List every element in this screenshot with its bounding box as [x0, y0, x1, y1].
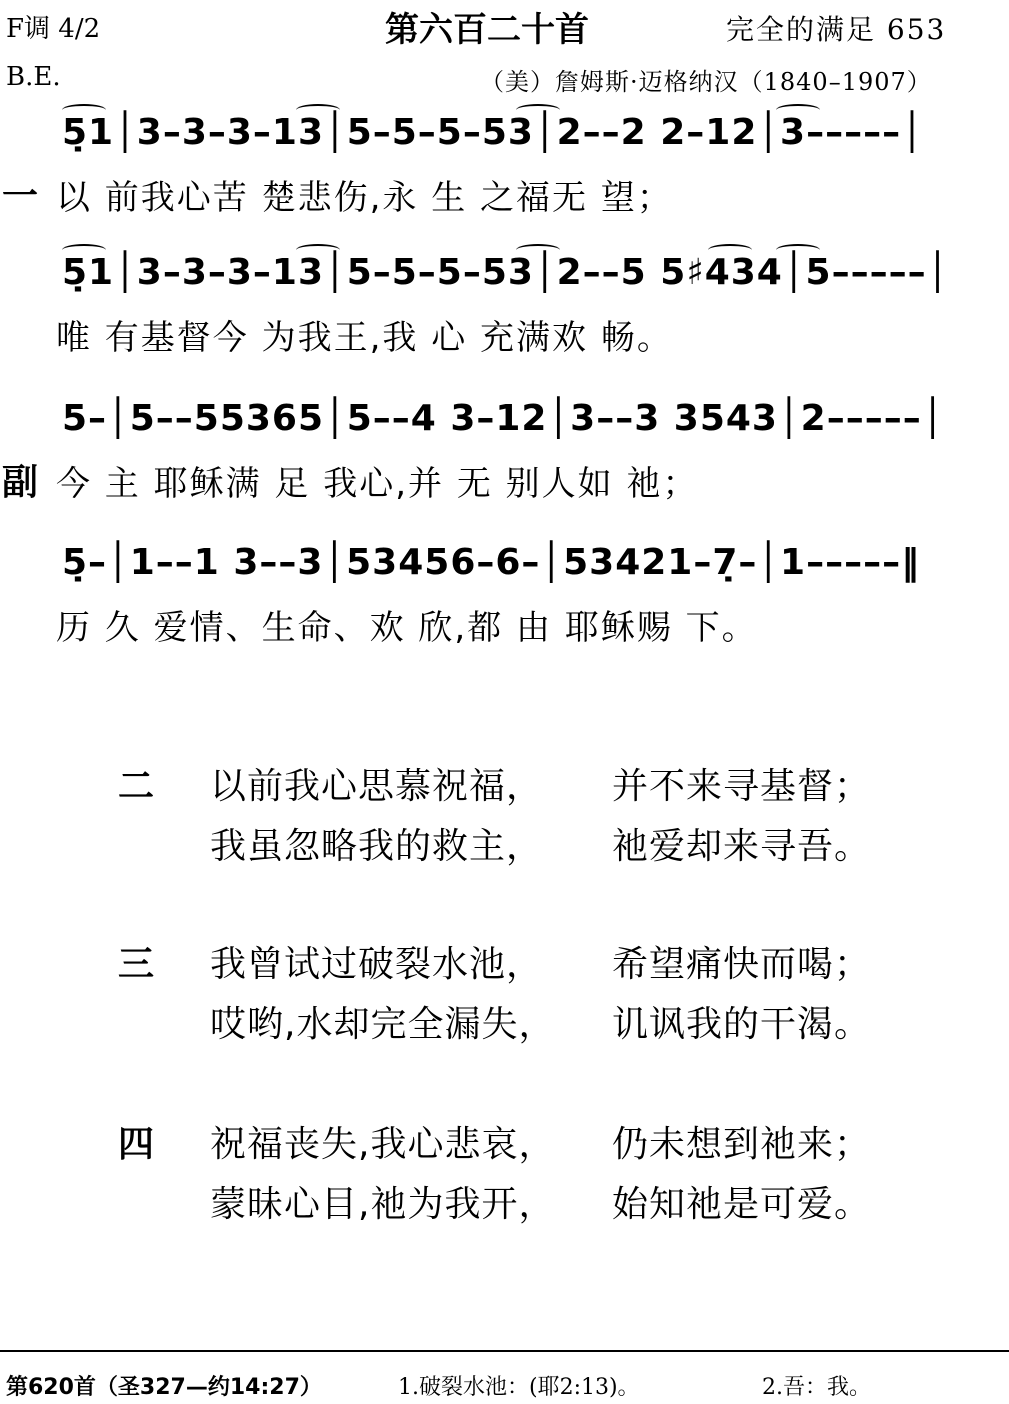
hymn-subtitle: 完全的满足 653	[726, 13, 947, 46]
slur-arc	[776, 244, 820, 256]
stanza-line: 我曾试过破裂水池，	[210, 944, 544, 985]
stanza-line: 仍未想到祂来；	[612, 1124, 872, 1165]
lyrics-line-3: 今 主 耶稣满 足 我心,并 无 别人如 祂；	[56, 464, 699, 504]
notation-line-1: 5̣1│3–3–3–13│5–5–5–53│2––2 2–12│3–––––│	[62, 112, 924, 153]
stanza-number: 四	[118, 1124, 155, 1165]
stanza-number: 二	[118, 766, 155, 807]
notation-line-4: 5̣–│1––1 3––3│53456–6–│53421–7̣–│1–––––‖	[62, 542, 921, 583]
footer-reference: 第620首（圣327—约14:27）	[6, 1375, 322, 1400]
slur-arc	[516, 244, 560, 256]
footnote: 1.破裂水池：(耶2:13)。	[398, 1375, 640, 1400]
slur-arc	[296, 104, 340, 116]
lyrics-line-4: 历 久 爱情、生命、欢 欣,都 由 耶稣赐 下。	[56, 608, 758, 648]
slur-arc	[62, 104, 106, 116]
footer-divider	[0, 1350, 1009, 1352]
lyrics-line-2: 唯 有基督今 为我王,我 心 充满欢 畅。	[56, 318, 673, 358]
key-signature: F调 4/2	[6, 14, 101, 44]
stanza-line: 祝福丧失,我心悲哀，	[210, 1124, 556, 1165]
slur-arc	[296, 244, 340, 256]
notation-line-3: 5–│5––55365│5––4 3–12│3––3 3543│2–––––│	[62, 398, 945, 439]
arranger: B.E.	[6, 62, 61, 92]
stanza-line: 蒙昧心目,祂为我开，	[210, 1184, 556, 1225]
stanza-line: 祂爱却来寻吾。	[612, 826, 872, 867]
slur-arc	[62, 244, 106, 256]
composer: （美）詹姆斯·迈格纳汉（1840–1907）	[480, 68, 932, 96]
stanza-number: 三	[118, 944, 155, 985]
stanza-line: 并不来寻基督；	[612, 766, 872, 807]
slur-arc	[708, 244, 752, 256]
stanza-line: 哎哟,水却完全漏失，	[210, 1004, 556, 1045]
slur-arc	[776, 104, 820, 116]
chorus-mark: 副	[2, 462, 39, 503]
verse-number: 一	[2, 176, 39, 217]
lyrics-line-1: 以 前我心苦 楚悲伤,永 生 之福无 望；	[56, 178, 673, 218]
notation-line-2: 5̣1│3–3–3–13│5–5–5–53│2––5 5♯434│5–––––│	[62, 252, 950, 293]
stanza-line: 始知祂是可爱。	[612, 1184, 872, 1225]
stanza-line: 我虽忽略我的救主，	[210, 826, 544, 867]
slur-arc	[516, 104, 560, 116]
stanza-line: 讥讽我的干渴。	[612, 1004, 872, 1045]
stanza-line: 以前我心思慕祝福，	[210, 766, 544, 807]
hymn-title: 第六百二十首	[385, 10, 589, 50]
stanza-line: 希望痛快而喝；	[612, 944, 872, 985]
footnote: 2.吾：我。	[762, 1375, 871, 1400]
